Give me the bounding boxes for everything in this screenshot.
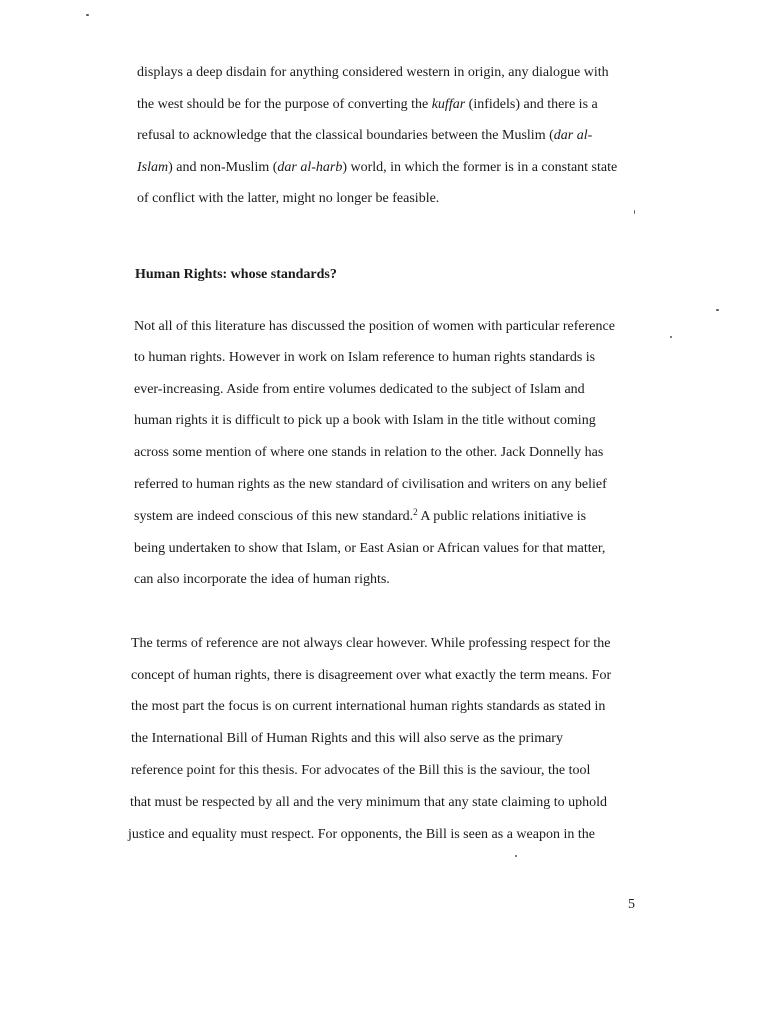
paragraph-1-line-4: Islam) and non-Muslim (dar al-harb) world, in which the former is in a constant state (137, 160, 618, 175)
paragraph-3-line-3: the most part the focus is on current international human rights standards as stated in (131, 699, 606, 714)
footnote-marker[interactable]: 2 (413, 507, 418, 517)
paragraph-2-line-6: referred to human rights as the new standard of civilisation and writers on any belief (134, 477, 607, 492)
paragraph-3-line-7: justice and equality must respect. For opponents, the Bill is seen as a weapon in the (128, 827, 595, 842)
paragraph-2-line-3: ever-increasing. Aside from entire volumes dedicated to the subject of Islam and (134, 382, 585, 397)
paragraph-2-line-9: can also incorporate the idea of human rights. (134, 572, 390, 587)
paragraph-3-line-1: The terms of reference are not always clear however. While professing respect for the (131, 636, 611, 651)
paragraph-2-line-4: human rights it is difficult to pick up a book with Islam in the title without coming (134, 413, 596, 428)
paragraph-2-line-5: across some mention of where one stands in relation to the other. Jack Donnelly has (134, 445, 604, 460)
paragraph-3-line-6: that must be respected by all and the very minimum that any state claiming to uphold (130, 795, 608, 810)
scan-speck (86, 14, 89, 16)
paragraph-1-line-1: displays a deep disdain for anything considered western in origin, any dialogue with (137, 65, 609, 80)
scan-speck (716, 309, 719, 311)
term-islam-part: Islam (137, 160, 169, 175)
scan-speck (634, 210, 635, 214)
page-number: 5 (628, 897, 635, 912)
term-dar-al-islam-part: dar al- (553, 128, 593, 143)
term-kuffar: kuffar (431, 97, 466, 112)
scan-speck (515, 855, 517, 857)
paragraph-2-line-7: system are indeed conscious of this new standard.$^2$ A public relations initiative is (134, 507, 587, 524)
paragraph-2-line-2: to human rights. However in work on Islam reference to human rights standards is (134, 350, 596, 365)
paragraph-1-line-5: of conflict with the latter, might no longer be feasible. (137, 191, 440, 206)
paragraph-1-line-2: the west should be for the purpose of converting the kuffar (infidels) and there is a (137, 97, 598, 112)
paragraph-3-line-2: concept of human rights, there is disagreement over what exactly the term means. For (131, 668, 612, 683)
term-dar-al-harb: dar al-harb (277, 160, 343, 175)
paragraph-3-line-4: the International Bill of Human Rights and this will also serve as the primary (131, 731, 563, 746)
section-heading: Human Rights: whose standards? (135, 267, 337, 282)
scan-speck (670, 336, 672, 338)
paragraph-2-line-1: Not all of this literature has discussed the position of women with particular reference (134, 319, 615, 334)
paragraph-1-line-3: refusal to acknowledge that the classical boundaries between the Muslim (dar al- (137, 128, 593, 143)
paragraph-3-line-5: reference point for this thesis. For advocates of the Bill this is the saviour, the tool (131, 763, 591, 778)
paragraph-2-line-8: being undertaken to show that Islam, or East Asian or African values for that matter, (134, 541, 606, 556)
